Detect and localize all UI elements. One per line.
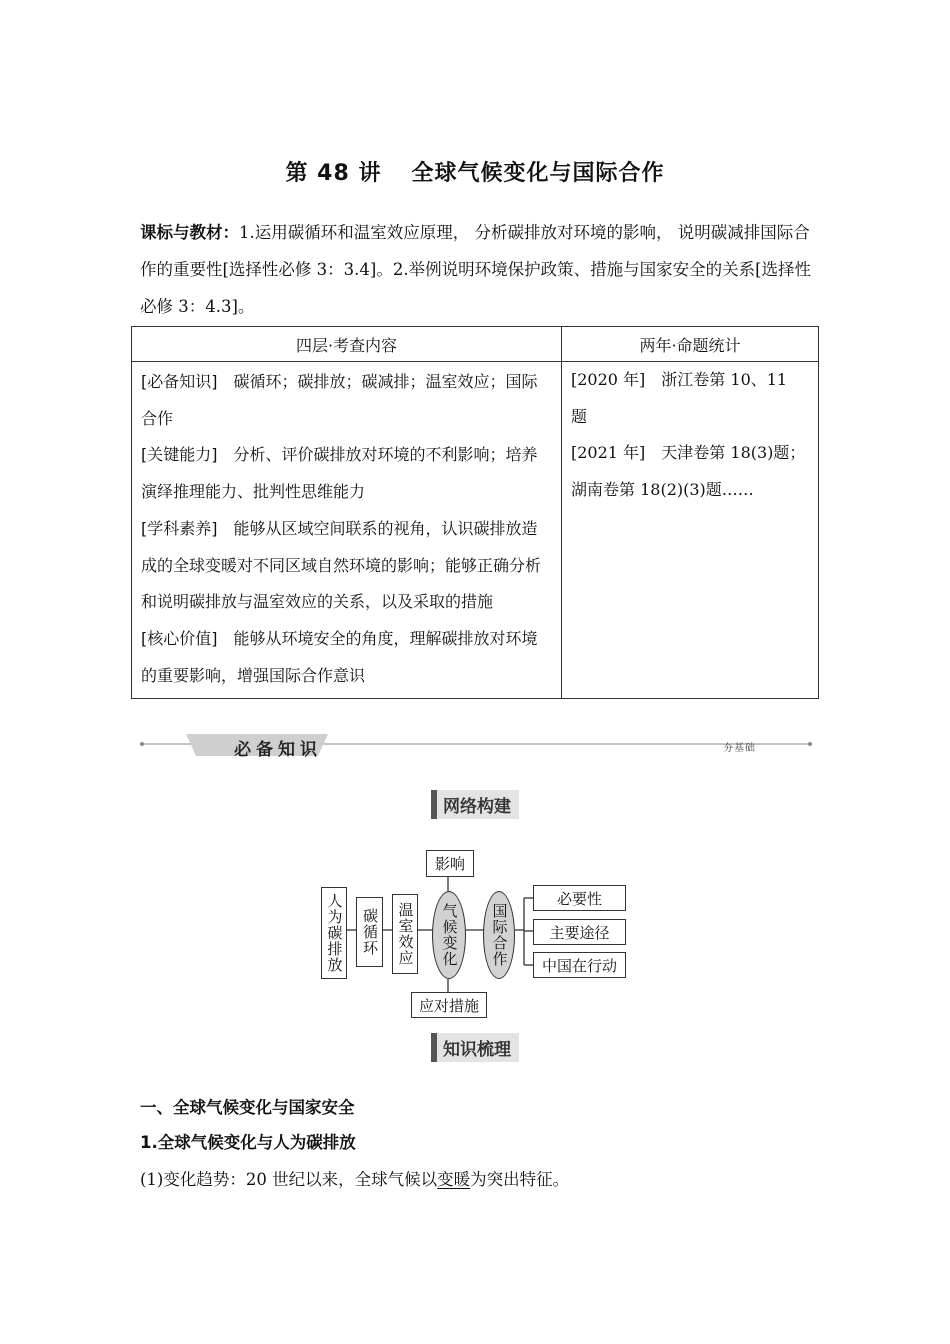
lecture-title: 全球气候变化与国际合作: [411, 161, 665, 186]
stats-cell: [562, 362, 819, 699]
stat-item: [571, 362, 806, 435]
row-text: 分析、评价碳排放对环境的不利影响；培养演绎推理能力、批判性思维能力: [141, 445, 538, 502]
curriculum-intro: [140, 214, 812, 325]
table-body-row: [132, 362, 819, 699]
section-heading-1: 一、全球气候变化与国家安全: [140, 1098, 355, 1117]
knowledge-heading-label: 知识梳理: [431, 1033, 519, 1062]
row-tag: [学科素养]: [141, 518, 218, 538]
knowledge-heading: [0, 1033, 950, 1062]
lecture-number: 第 48 讲: [285, 161, 382, 186]
stat-year: [2021 年]: [571, 443, 646, 463]
table-row: [141, 364, 551, 437]
node-greenhouse-effect: 温室效应: [392, 894, 418, 974]
row-tag: [关键能力]: [141, 445, 218, 465]
node-impact: 影响: [426, 850, 474, 877]
concept-diagram: [318, 842, 638, 1022]
intro-label: 课标与教材：: [140, 223, 239, 242]
network-heading-label: 网络构建: [431, 790, 519, 819]
stat-text: 天津卷第 18(3)题；湖南卷第 18(2)(3)题……: [571, 443, 806, 500]
node-human-emission: 人为碳排放: [321, 887, 347, 979]
network-heading: [0, 790, 950, 819]
banner-subtitle: 夯基础: [723, 743, 756, 754]
table-row: [141, 511, 551, 621]
node-response: 应对措施: [411, 992, 487, 1018]
row-tag: [核心价值]: [141, 628, 218, 648]
banner-title: 必备知识: [234, 740, 322, 760]
table-row: [141, 437, 551, 510]
section-heading-2: 1.全球气候变化与人为碳排放: [140, 1133, 356, 1152]
table-header-row: [132, 327, 819, 362]
paragraph-trend-pre: (1)变化趋势：20 世纪以来，全球气候以: [140, 1170, 438, 1189]
content-table: [131, 326, 819, 699]
intro-text: 1.运用碳循环和温室效应原理， 分析碳排放对环境的影响， 说明碳减排国际合作的重要性[选择性必修 3：3.4]。2.举例说明环境保护政策、措施与国家安全的关系[选择性必修 3：4.3]。: [140, 223, 812, 316]
content-cell: [132, 362, 562, 699]
row-tag: [必备知识]: [141, 372, 218, 391]
section-banner: [138, 730, 814, 760]
row-text: 能够从区域空间联系的视角，认识碳排放造成的全球变暖对不同区域自然环境的影响；能够正确分析和说明碳排放与温室效应的关系，以及采取的措施: [141, 518, 542, 612]
paragraph-trend: [140, 1166, 820, 1190]
paragraph-trend-answer: 变暖: [437, 1170, 471, 1189]
node-climate-change: 气候变化: [432, 891, 466, 979]
row-text: 碳循环；碳排放；碳减排；温室效应；国际合作: [141, 372, 538, 428]
node-necessity: 必要性: [533, 885, 626, 911]
paragraph-trend-post: 为突出特征。: [470, 1170, 570, 1189]
header-left: 四层·考查内容: [132, 327, 562, 362]
node-carbon-cycle: 碳循环: [356, 897, 383, 967]
stat-text: 浙江卷第 10、11 题: [571, 370, 788, 426]
table-row: [141, 621, 551, 694]
stat-year: [2020 年]: [571, 370, 646, 389]
row-text: 能够从环境安全的角度，理解碳排放对环境的重要影响，增强国际合作意识: [141, 628, 538, 685]
node-main-paths: 主要途径: [533, 919, 626, 945]
node-international-cooperation: 国际合作: [483, 891, 515, 979]
node-china-action: 中国在行动: [533, 952, 626, 978]
page-title: [0, 156, 950, 187]
header-right: 两年·命题统计: [562, 327, 819, 362]
stat-item: [571, 435, 806, 508]
